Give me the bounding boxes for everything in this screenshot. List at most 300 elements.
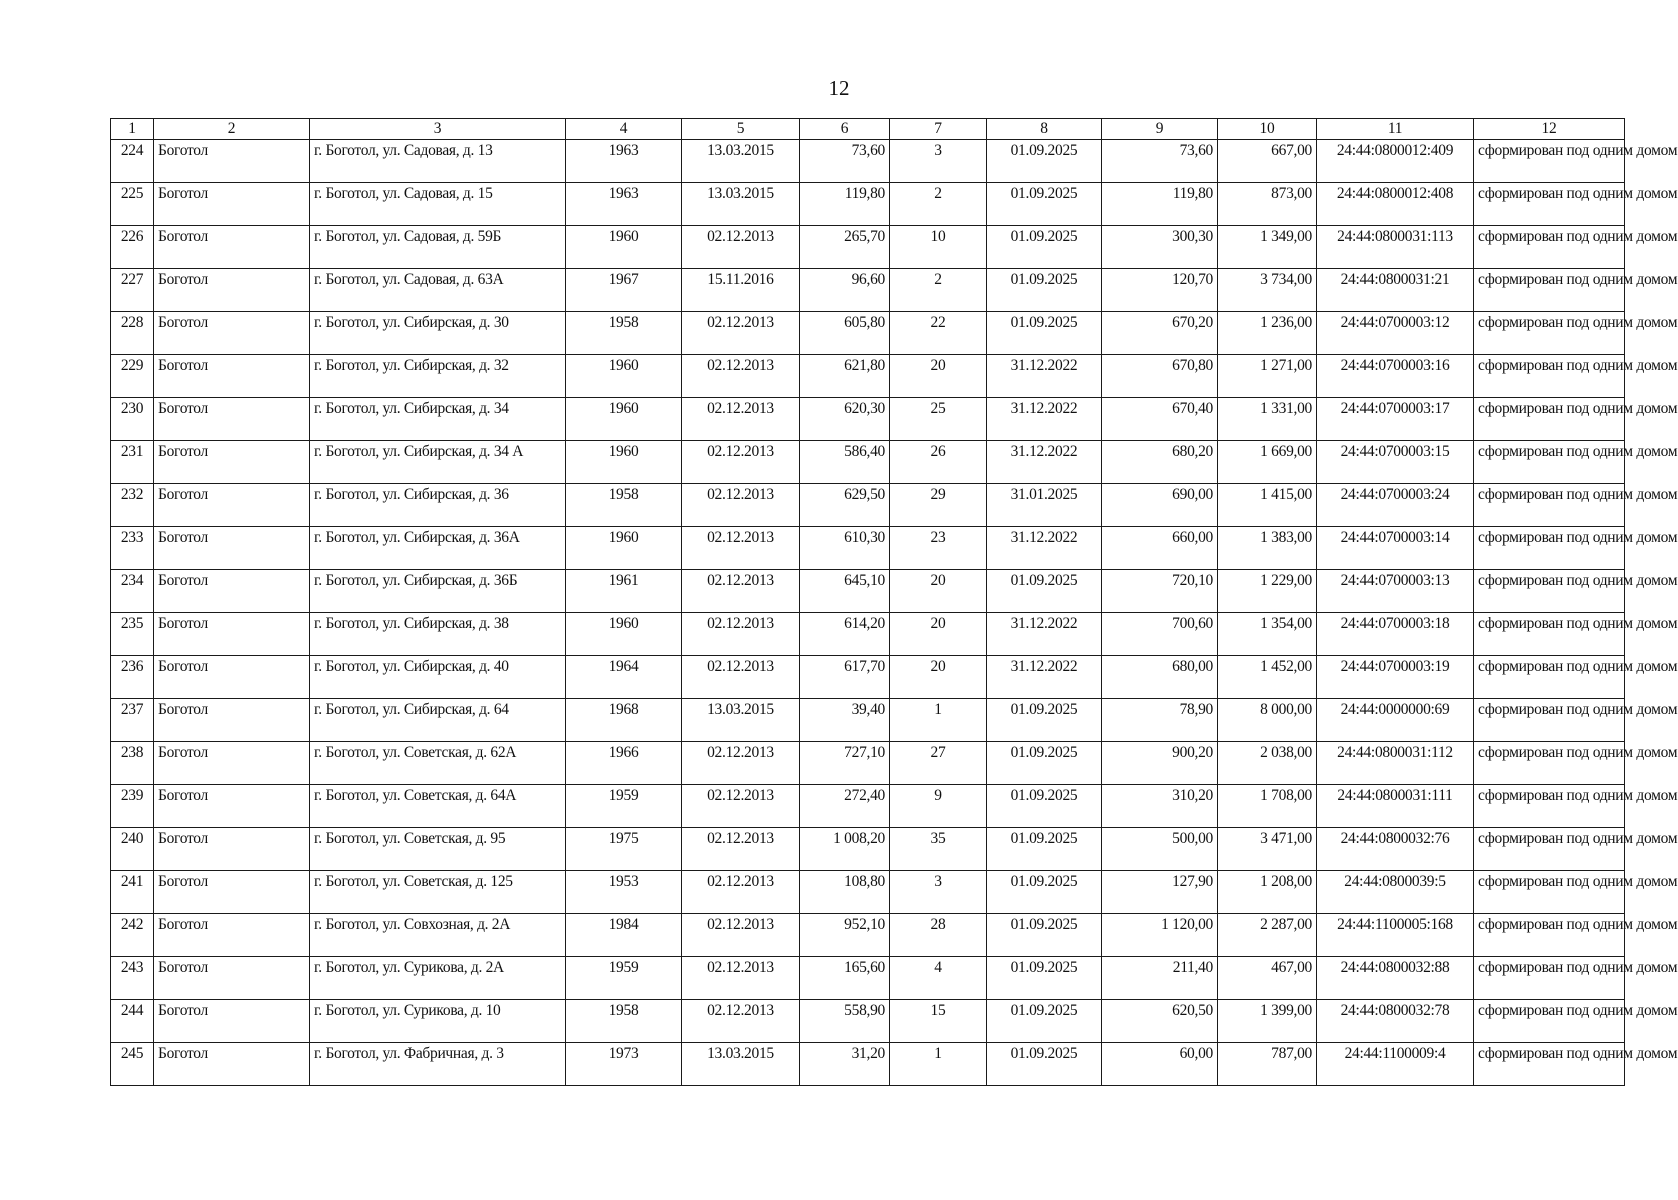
area-cell: 96,60	[800, 269, 890, 312]
count-cell: 22	[890, 312, 987, 355]
count-cell: 10	[890, 226, 987, 269]
date-cell: 01.09.2025	[987, 785, 1102, 828]
table-row	[111, 742, 1625, 785]
area-cell: 1 008,20	[800, 828, 890, 871]
area-cell: 310,20	[1102, 785, 1218, 828]
date-cell: 31.12.2022	[987, 613, 1102, 656]
row-number: 245	[111, 1043, 154, 1086]
column-header-7: 7	[890, 119, 987, 140]
row-number: 232	[111, 484, 154, 527]
note-cell: сформирован под одним домом	[1474, 269, 1625, 312]
column-header-3: 3	[310, 119, 566, 140]
note-cell: сформирован под одним домом	[1474, 957, 1625, 1000]
year-cell: 1973	[566, 1043, 682, 1086]
address-cell: г. Боготол, ул. Советская, д. 125	[310, 871, 566, 914]
count-cell: 1	[890, 1043, 987, 1086]
count-cell: 35	[890, 828, 987, 871]
cadastral-number-cell: 24:44:0700003:15	[1317, 441, 1474, 484]
count-cell: 3	[890, 140, 987, 183]
year-cell: 1959	[566, 785, 682, 828]
date-cell: 02.12.2013	[682, 398, 800, 441]
table-row	[111, 226, 1625, 269]
date-cell: 02.12.2013	[682, 828, 800, 871]
year-cell: 1960	[566, 613, 682, 656]
area-cell: 700,60	[1102, 613, 1218, 656]
cadastral-number-cell: 24:44:0800031:111	[1317, 785, 1474, 828]
count-cell: 3	[890, 871, 987, 914]
count-cell: 28	[890, 914, 987, 957]
value-cell: 1 383,00	[1218, 527, 1317, 570]
area-cell: 73,60	[1102, 140, 1218, 183]
cadastral-number-cell: 24:44:0000000:69	[1317, 699, 1474, 742]
address-cell: г. Боготол, ул. Садовая, д. 63А	[310, 269, 566, 312]
cadastral-number-cell: 24:44:1100005:168	[1317, 914, 1474, 957]
page-number: 12	[828, 76, 850, 100]
area-cell: 727,10	[800, 742, 890, 785]
note-cell: сформирован под одним домом	[1474, 613, 1625, 656]
year-cell: 1960	[566, 398, 682, 441]
date-cell: 02.12.2013	[682, 527, 800, 570]
address-cell: г. Боготол, ул. Сибирская, д. 40	[310, 656, 566, 699]
column-header-1: 1	[111, 119, 154, 140]
note-cell: сформирован под одним домом	[1474, 355, 1625, 398]
city-cell: Боготол	[154, 355, 310, 398]
cadastral-number-cell: 24:44:0700003:18	[1317, 613, 1474, 656]
row-number: 244	[111, 1000, 154, 1043]
count-cell: 4	[890, 957, 987, 1000]
area-cell: 31,20	[800, 1043, 890, 1086]
cadastral-number-cell: 24:44:0700003:17	[1317, 398, 1474, 441]
year-cell: 1958	[566, 484, 682, 527]
city-cell: Боготол	[154, 1043, 310, 1086]
date-cell: 01.09.2025	[987, 828, 1102, 871]
note-cell: сформирован под одним домом	[1474, 140, 1625, 183]
table-row	[111, 140, 1625, 183]
date-cell: 31.12.2022	[987, 398, 1102, 441]
area-cell: 680,00	[1102, 656, 1218, 699]
city-cell: Боготол	[154, 484, 310, 527]
column-header-12: 12	[1474, 119, 1625, 140]
address-cell: г. Боготол, ул. Садовая, д. 59Б	[310, 226, 566, 269]
area-cell: 605,80	[800, 312, 890, 355]
note-cell: сформирован под одним домом	[1474, 441, 1625, 484]
count-cell: 27	[890, 742, 987, 785]
year-cell: 1975	[566, 828, 682, 871]
area-cell: 952,10	[800, 914, 890, 957]
note-cell: сформирован под одним домом	[1474, 871, 1625, 914]
value-cell: 2 287,00	[1218, 914, 1317, 957]
note-cell: сформирован под одним домом	[1474, 484, 1625, 527]
area-cell: 1 120,00	[1102, 914, 1218, 957]
value-cell: 8 000,00	[1218, 699, 1317, 742]
city-cell: Боготол	[154, 613, 310, 656]
row-number: 230	[111, 398, 154, 441]
date-cell: 02.12.2013	[682, 613, 800, 656]
year-cell: 1966	[566, 742, 682, 785]
table-row	[111, 269, 1625, 312]
date-cell: 02.12.2013	[682, 226, 800, 269]
value-cell: 2 038,00	[1218, 742, 1317, 785]
table-row	[111, 570, 1625, 613]
date-cell: 02.12.2013	[682, 914, 800, 957]
area-cell: 119,80	[1102, 183, 1218, 226]
city-cell: Боготол	[154, 527, 310, 570]
address-cell: г. Боготол, ул. Советская, д. 95	[310, 828, 566, 871]
cadastral-number-cell: 24:44:0700003:14	[1317, 527, 1474, 570]
note-cell: сформирован под одним домом	[1474, 183, 1625, 226]
address-cell: г. Боготол, ул. Сибирская, д. 34 А	[310, 441, 566, 484]
note-cell: сформирован под одним домом	[1474, 398, 1625, 441]
date-cell: 31.12.2022	[987, 355, 1102, 398]
value-cell: 1 208,00	[1218, 871, 1317, 914]
year-cell: 1960	[566, 355, 682, 398]
date-cell: 01.09.2025	[987, 312, 1102, 355]
date-cell: 02.12.2013	[682, 742, 800, 785]
date-cell: 01.09.2025	[987, 914, 1102, 957]
cadastral-number-cell: 24:44:0800032:76	[1317, 828, 1474, 871]
address-cell: г. Боготол, ул. Сибирская, д. 36	[310, 484, 566, 527]
city-cell: Боготол	[154, 441, 310, 484]
year-cell: 1963	[566, 140, 682, 183]
year-cell: 1959	[566, 957, 682, 1000]
area-cell: 586,40	[800, 441, 890, 484]
cadastral-number-cell: 24:44:0800012:409	[1317, 140, 1474, 183]
row-number: 241	[111, 871, 154, 914]
date-cell: 01.09.2025	[987, 699, 1102, 742]
cadastral-number-cell: 24:44:0800012:408	[1317, 183, 1474, 226]
table-row	[111, 1000, 1625, 1043]
city-cell: Боготол	[154, 398, 310, 441]
column-header-5: 5	[682, 119, 800, 140]
year-cell: 1953	[566, 871, 682, 914]
area-cell: 108,80	[800, 871, 890, 914]
city-cell: Боготол	[154, 871, 310, 914]
count-cell: 20	[890, 355, 987, 398]
table-row	[111, 613, 1625, 656]
area-cell: 78,90	[1102, 699, 1218, 742]
city-cell: Боготол	[154, 312, 310, 355]
row-number: 224	[111, 140, 154, 183]
value-cell: 1 236,00	[1218, 312, 1317, 355]
area-cell: 620,30	[800, 398, 890, 441]
year-cell: 1963	[566, 183, 682, 226]
date-cell: 01.09.2025	[987, 269, 1102, 312]
area-cell: 670,20	[1102, 312, 1218, 355]
row-number: 235	[111, 613, 154, 656]
date-cell: 02.12.2013	[682, 484, 800, 527]
address-cell: г. Боготол, ул. Сибирская, д. 36А	[310, 527, 566, 570]
area-cell: 120,70	[1102, 269, 1218, 312]
year-cell: 1961	[566, 570, 682, 613]
city-cell: Боготол	[154, 1000, 310, 1043]
column-header-6: 6	[800, 119, 890, 140]
count-cell: 2	[890, 183, 987, 226]
count-cell: 23	[890, 527, 987, 570]
table-row	[111, 183, 1625, 226]
area-cell: 211,40	[1102, 957, 1218, 1000]
row-number: 234	[111, 570, 154, 613]
date-cell: 31.01.2025	[987, 484, 1102, 527]
area-cell: 265,70	[800, 226, 890, 269]
row-number: 237	[111, 699, 154, 742]
area-cell: 720,10	[1102, 570, 1218, 613]
cadastral-number-cell: 24:44:1100009:4	[1317, 1043, 1474, 1086]
value-cell: 1 669,00	[1218, 441, 1317, 484]
value-cell: 1 229,00	[1218, 570, 1317, 613]
table-row	[111, 484, 1625, 527]
city-cell: Боготол	[154, 785, 310, 828]
cadastral-number-cell: 24:44:0700003:19	[1317, 656, 1474, 699]
address-cell: г. Боготол, ул. Садовая, д. 15	[310, 183, 566, 226]
registry-table	[110, 118, 1678, 1086]
table-row	[111, 312, 1625, 355]
note-cell: сформирован под одним домом	[1474, 527, 1625, 570]
area-cell: 614,20	[800, 613, 890, 656]
date-cell: 01.09.2025	[987, 570, 1102, 613]
address-cell: г. Боготол, ул. Сурикова, д. 10	[310, 1000, 566, 1043]
area-cell: 73,60	[800, 140, 890, 183]
value-cell: 1 331,00	[1218, 398, 1317, 441]
note-cell: сформирован под одним домом	[1474, 1000, 1625, 1043]
date-cell: 02.12.2013	[682, 957, 800, 1000]
city-cell: Боготол	[154, 226, 310, 269]
note-cell: сформирован под одним домом	[1474, 312, 1625, 355]
date-cell: 01.09.2025	[987, 226, 1102, 269]
count-cell: 15	[890, 1000, 987, 1043]
address-cell: г. Боготол, ул. Сибирская, д. 64	[310, 699, 566, 742]
year-cell: 1960	[566, 527, 682, 570]
table-row	[111, 957, 1625, 1000]
column-header-4: 4	[566, 119, 682, 140]
count-cell: 20	[890, 656, 987, 699]
cadastral-number-cell: 24:44:0700003:16	[1317, 355, 1474, 398]
value-cell: 1 708,00	[1218, 785, 1317, 828]
row-number: 240	[111, 828, 154, 871]
area-cell: 617,70	[800, 656, 890, 699]
column-number-header-row	[111, 119, 1625, 140]
note-cell: сформирован под одним домом	[1474, 914, 1625, 957]
year-cell: 1958	[566, 312, 682, 355]
date-cell: 02.12.2013	[682, 312, 800, 355]
city-cell: Боготол	[154, 570, 310, 613]
address-cell: г. Боготол, ул. Фабричная, д. 3	[310, 1043, 566, 1086]
year-cell: 1984	[566, 914, 682, 957]
row-number: 238	[111, 742, 154, 785]
address-cell: г. Боготол, ул. Советская, д. 64А	[310, 785, 566, 828]
table-row	[111, 398, 1625, 441]
address-cell: г. Боготол, ул. Сибирская, д. 30	[310, 312, 566, 355]
address-cell: г. Боготол, ул. Сибирская, д. 38	[310, 613, 566, 656]
cadastral-number-cell: 24:44:0800031:113	[1317, 226, 1474, 269]
date-cell: 01.09.2025	[987, 140, 1102, 183]
address-cell: г. Боготол, ул. Сибирская, д. 32	[310, 355, 566, 398]
count-cell: 20	[890, 570, 987, 613]
area-cell: 670,80	[1102, 355, 1218, 398]
area-cell: 60,00	[1102, 1043, 1218, 1086]
count-cell: 1	[890, 699, 987, 742]
area-cell: 660,00	[1102, 527, 1218, 570]
area-cell: 690,00	[1102, 484, 1218, 527]
date-cell: 01.09.2025	[987, 183, 1102, 226]
row-number: 242	[111, 914, 154, 957]
note-cell: сформирован под одним домом	[1474, 742, 1625, 785]
column-header-8: 8	[987, 119, 1102, 140]
cadastral-number-cell: 24:44:0700003:24	[1317, 484, 1474, 527]
count-cell: 2	[890, 269, 987, 312]
value-cell: 1 452,00	[1218, 656, 1317, 699]
year-cell: 1968	[566, 699, 682, 742]
table-row	[111, 527, 1625, 570]
note-cell: сформирован под одним домом	[1474, 785, 1625, 828]
table-row	[111, 828, 1625, 871]
row-number: 229	[111, 355, 154, 398]
year-cell: 1967	[566, 269, 682, 312]
table-row	[111, 441, 1625, 484]
row-number: 226	[111, 226, 154, 269]
date-cell: 02.12.2013	[682, 570, 800, 613]
table-row	[111, 871, 1625, 914]
count-cell: 29	[890, 484, 987, 527]
note-cell: сформирован под одним домом	[1474, 226, 1625, 269]
row-number: 236	[111, 656, 154, 699]
row-number: 233	[111, 527, 154, 570]
date-cell: 02.12.2013	[682, 441, 800, 484]
area-cell: 645,10	[800, 570, 890, 613]
area-cell: 558,90	[800, 1000, 890, 1043]
date-cell: 02.12.2013	[682, 785, 800, 828]
address-cell: г. Боготол, ул. Советская, д. 62А	[310, 742, 566, 785]
note-cell: сформирован под одним домом	[1474, 1043, 1625, 1086]
table-row	[111, 656, 1625, 699]
date-cell: 31.12.2022	[987, 441, 1102, 484]
city-cell: Боготол	[154, 140, 310, 183]
date-cell: 01.09.2025	[987, 742, 1102, 785]
area-cell: 272,40	[800, 785, 890, 828]
table-row	[111, 355, 1625, 398]
value-cell: 667,00	[1218, 140, 1317, 183]
value-cell: 467,00	[1218, 957, 1317, 1000]
address-cell: г. Боготол, ул. Совхозная, д. 2А	[310, 914, 566, 957]
table-row	[111, 1043, 1625, 1086]
cadastral-number-cell: 24:44:0800032:78	[1317, 1000, 1474, 1043]
date-cell: 01.09.2025	[987, 957, 1102, 1000]
date-cell: 02.12.2013	[682, 871, 800, 914]
date-cell: 13.03.2015	[682, 183, 800, 226]
date-cell: 31.12.2022	[987, 527, 1102, 570]
area-cell: 165,60	[800, 957, 890, 1000]
area-cell: 119,80	[800, 183, 890, 226]
address-cell: г. Боготол, ул. Садовая, д. 13	[310, 140, 566, 183]
table-row	[111, 699, 1625, 742]
column-header-10: 10	[1218, 119, 1317, 140]
area-cell: 621,80	[800, 355, 890, 398]
date-cell: 31.12.2022	[987, 656, 1102, 699]
row-number: 243	[111, 957, 154, 1000]
count-cell: 26	[890, 441, 987, 484]
count-cell: 20	[890, 613, 987, 656]
area-cell: 500,00	[1102, 828, 1218, 871]
count-cell: 25	[890, 398, 987, 441]
city-cell: Боготол	[154, 914, 310, 957]
address-cell: г. Боготол, ул. Сибирская, д. 36Б	[310, 570, 566, 613]
year-cell: 1960	[566, 226, 682, 269]
row-number: 227	[111, 269, 154, 312]
cadastral-number-cell: 24:44:0800039:5	[1317, 871, 1474, 914]
column-header-2: 2	[154, 119, 310, 140]
date-cell: 13.03.2015	[682, 1043, 800, 1086]
city-cell: Боготол	[154, 742, 310, 785]
value-cell: 1 415,00	[1218, 484, 1317, 527]
area-cell: 629,50	[800, 484, 890, 527]
value-cell: 3 734,00	[1218, 269, 1317, 312]
row-number: 239	[111, 785, 154, 828]
note-cell: сформирован под одним домом	[1474, 656, 1625, 699]
year-cell: 1960	[566, 441, 682, 484]
area-cell: 610,30	[800, 527, 890, 570]
date-cell: 01.09.2025	[987, 871, 1102, 914]
value-cell: 3 471,00	[1218, 828, 1317, 871]
note-cell: сформирован под одним домом	[1474, 570, 1625, 613]
column-header-9: 9	[1102, 119, 1218, 140]
table-row	[111, 914, 1625, 957]
area-cell: 127,90	[1102, 871, 1218, 914]
year-cell: 1958	[566, 1000, 682, 1043]
city-cell: Боготол	[154, 699, 310, 742]
note-cell: сформирован под одним домом	[1474, 828, 1625, 871]
count-cell: 9	[890, 785, 987, 828]
area-cell: 900,20	[1102, 742, 1218, 785]
note-cell: сформирован под одним домом	[1474, 699, 1625, 742]
column-header-11: 11	[1317, 119, 1474, 140]
address-cell: г. Боготол, ул. Сурикова, д. 2А	[310, 957, 566, 1000]
value-cell: 1 271,00	[1218, 355, 1317, 398]
city-cell: Боготол	[154, 269, 310, 312]
city-cell: Боготол	[154, 957, 310, 1000]
year-cell: 1964	[566, 656, 682, 699]
date-cell: 13.03.2015	[682, 699, 800, 742]
city-cell: Боготол	[154, 828, 310, 871]
area-cell: 300,30	[1102, 226, 1218, 269]
value-cell: 1 349,00	[1218, 226, 1317, 269]
date-cell: 02.12.2013	[682, 656, 800, 699]
cadastral-number-cell: 24:44:0800031:21	[1317, 269, 1474, 312]
area-cell: 620,50	[1102, 1000, 1218, 1043]
city-cell: Боготол	[154, 183, 310, 226]
date-cell: 13.03.2015	[682, 140, 800, 183]
cadastral-number-cell: 24:44:0800032:88	[1317, 957, 1474, 1000]
value-cell: 1 399,00	[1218, 1000, 1317, 1043]
date-cell: 01.09.2025	[987, 1043, 1102, 1086]
value-cell: 873,00	[1218, 183, 1317, 226]
value-cell: 1 354,00	[1218, 613, 1317, 656]
row-number: 228	[111, 312, 154, 355]
date-cell: 15.11.2016	[682, 269, 800, 312]
cadastral-number-cell: 24:44:0800031:112	[1317, 742, 1474, 785]
date-cell: 01.09.2025	[987, 1000, 1102, 1043]
area-cell: 670,40	[1102, 398, 1218, 441]
address-cell: г. Боготол, ул. Сибирская, д. 34	[310, 398, 566, 441]
date-cell: 02.12.2013	[682, 355, 800, 398]
table-body	[111, 140, 1678, 1086]
row-number: 225	[111, 183, 154, 226]
area-cell: 39,40	[800, 699, 890, 742]
table-row	[111, 785, 1625, 828]
area-cell: 680,20	[1102, 441, 1218, 484]
cadastral-number-cell: 24:44:0700003:12	[1317, 312, 1474, 355]
value-cell: 787,00	[1218, 1043, 1317, 1086]
cadastral-number-cell: 24:44:0700003:13	[1317, 570, 1474, 613]
row-number: 231	[111, 441, 154, 484]
